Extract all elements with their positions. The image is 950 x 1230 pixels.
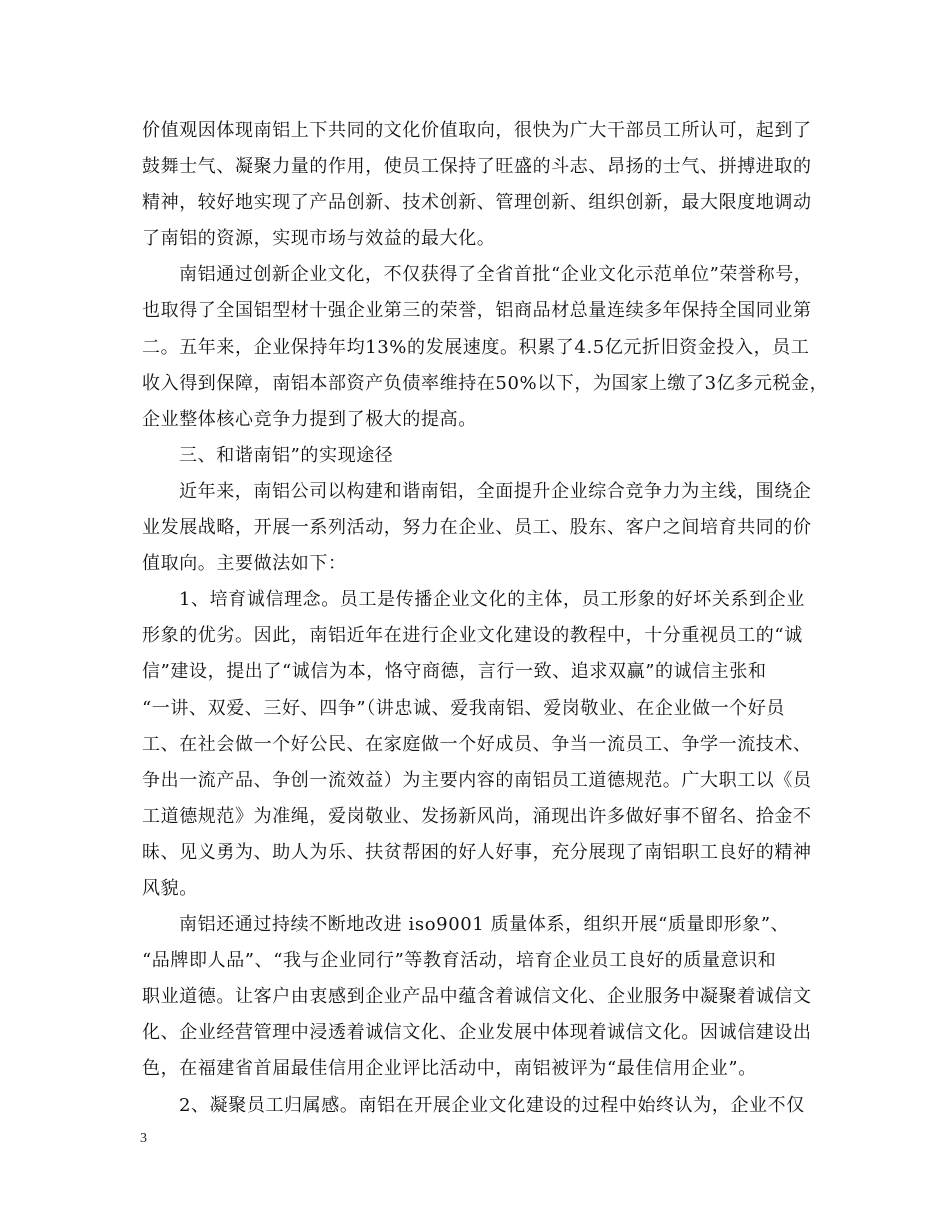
text-line: “一讲、双爱、三好、四争”（讲忠诚、爱我南铝、爱岗敬业、在企业做一个好员	[142, 697, 786, 719]
text-line: 业发展战略，开展一系列活动，努力在企业、员工、股东、客户之间培育共同的价	[142, 517, 812, 539]
text-line: 昧、见义勇为、助人为乐、扶贫帮困的好人好事，充分展现了南铝职工良好的精神	[142, 841, 812, 863]
text-line: 工道德规范》为准绳，爱岗敬业、发扬新风尚，涌现出许多做好事不留名、拾金不	[142, 805, 812, 827]
text-line: 色，在福建省首届最佳信用企业评比活动中，南铝被评为“最佳信用企业”。	[142, 1058, 757, 1080]
text-line: 也取得了全国铝型材十强企业第三的荣誉，铝商品材总量连续多年保持全国同业第	[142, 300, 812, 322]
document-body	[142, 113, 832, 1124]
text-line: 1、培育诚信理念。员工是传播企业文化的主体，员工形象的好坏关系到企业	[179, 589, 805, 611]
text-line: 价值观因体现南铝上下共同的文化价值取向，很快为广大干部员工所认可，起到了	[142, 120, 812, 141]
text-line: 了南铝的资源，实现市场与效益的最大化。	[142, 228, 496, 250]
text-line: 南铝还通过持续不断地改进 iso9001 质量体系，组织开展“质量即形象”、	[179, 914, 790, 936]
text-line: 值取向。主要做法如下：	[142, 553, 347, 575]
text-line: 收入得到保障，南铝本部资产负债率维持在50%以下，为国家上缴了3亿多元税金，	[142, 372, 829, 394]
text-line: 南铝通过创新企业文化，不仅获得了全省首批“企业文化示范单位”荣誉称号，	[179, 264, 813, 286]
text-line: 近年来，南铝公司以构建和谐南铝，全面提升企业综合竞争力为主线，围绕企	[179, 480, 812, 502]
text-line: 信”建设，提出了“诚信为本，恪守商德，言行一致、追求双赢”的诚信主张和	[142, 661, 767, 683]
text-line: 形象的优劣。因此，南铝近年在进行企业文化建设的教程中，十分重视员工的“诚	[142, 625, 803, 647]
text-line: 风貌。	[142, 877, 198, 899]
text-line: 争出一流产品、争创一流效益）为主要内容的南铝员工道德规范。广大职工以《员	[142, 769, 812, 791]
text-line: 工、在社会做一个好公民、在家庭做一个好成员、争当一流员工、争学一流技术、	[142, 733, 812, 755]
text-line: 化、企业经营管理中浸透着诚信文化、企业发展中体现着诚信文化。因诚信建设出	[142, 1022, 812, 1044]
text-line: 三、和谐南铝”的实现途径	[179, 444, 394, 466]
text-line: 精神，较好地实现了产品创新、技术创新、管理创新、组织创新，最大限度地调动	[142, 192, 812, 214]
text-line: 二。五年来，企业保持年均13%的发展速度。积累了4.5亿元折旧资金投入，员工	[142, 336, 810, 358]
text-line: “品牌即人品”、“我与企业同行”等教育活动，培育企业员工良好的质量意识和	[142, 950, 777, 972]
text-line: 职业道德。让客户由衷感到企业产品中蕴含着诚信文化、企业服务中凝聚着诚信文	[142, 986, 812, 1008]
text-line: 企业整体核心竞争力提到了极大的提高。	[142, 408, 477, 430]
page-number: 3	[140, 1131, 147, 1146]
text-line: 鼓舞士气、凝聚力量的作用，使员工保持了旺盛的斗志、昂扬的士气、拼搏进取的	[142, 156, 812, 178]
text-line: 2、凝聚员工归属感。南铝在开展企业文化建设的过程中始终认为，企业不仅	[179, 1094, 805, 1116]
